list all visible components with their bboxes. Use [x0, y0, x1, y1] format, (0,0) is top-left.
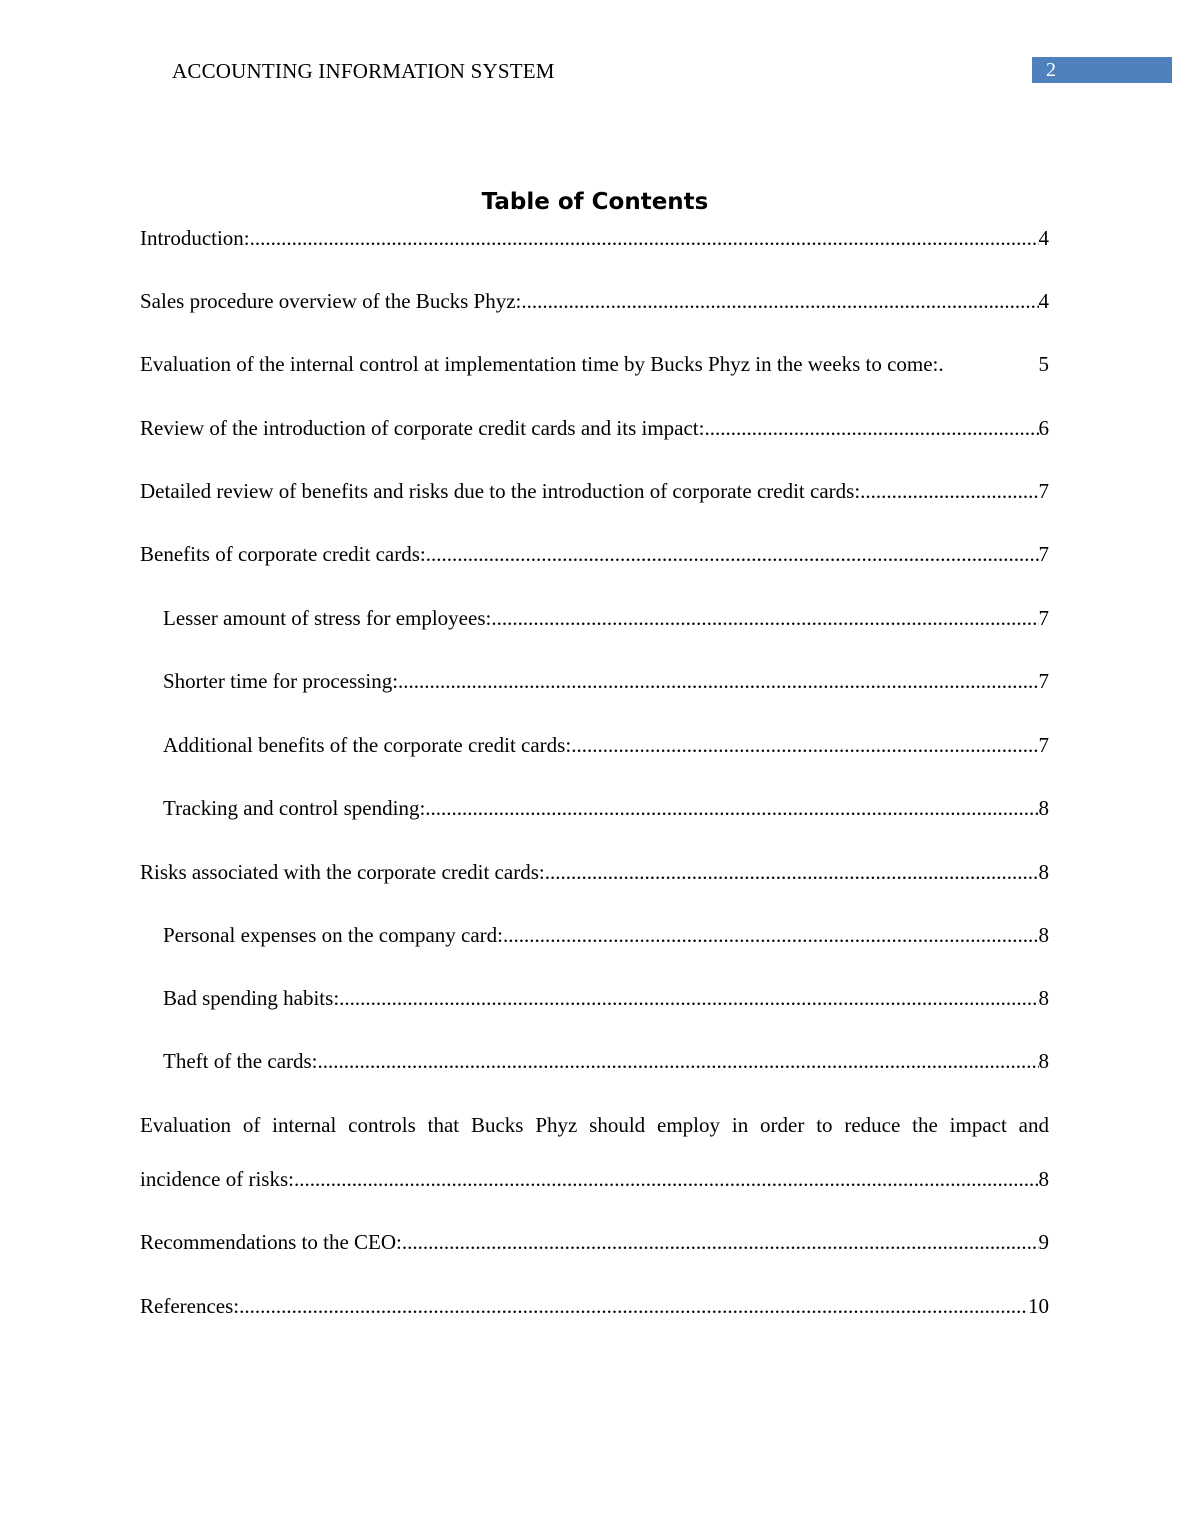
toc-entry-bad-spending[interactable] [163, 984, 1049, 1012]
toc-entry-evaluation-controls-line2[interactable] [140, 1165, 1049, 1193]
toc-entry-recommendations[interactable] [140, 1228, 1049, 1256]
toc-entry-page: 7 [1038, 669, 1049, 693]
toc-entry-page: 10 [1028, 1294, 1049, 1318]
toc-leader-dots [571, 731, 1038, 759]
toc-entry-tracking-control[interactable] [163, 794, 1049, 822]
toc-entry-text: Recommendations to the CEO: [140, 1230, 402, 1254]
toc-leader-dots [339, 984, 1038, 1012]
page-number: 2 [1046, 59, 1056, 81]
toc-entry-references[interactable] [140, 1292, 1049, 1320]
toc-entry-page: 4 [1038, 226, 1049, 250]
toc-leader-dots [503, 921, 1039, 949]
toc-entry-page: 8 [1038, 1167, 1049, 1191]
toc-leader-dots [398, 667, 1038, 695]
toc-leader-dots [704, 414, 1038, 442]
toc-entry-page: 8 [1038, 923, 1049, 947]
toc-leader-dots [521, 287, 1038, 315]
toc-entry-evaluation-internal-control[interactable] [140, 350, 1049, 378]
toc-entry-review-credit-cards[interactable] [140, 414, 1049, 442]
toc-leader-dots [545, 858, 1039, 886]
toc-entry-benefits[interactable] [140, 540, 1049, 568]
toc-entry-text: Shorter time for processing: [163, 669, 399, 693]
toc-entry-sales-procedure[interactable] [140, 287, 1049, 315]
toc-entry-page: 5 [1038, 352, 1049, 376]
toc-entry-page: 4 [1038, 289, 1049, 313]
toc-title: Table of Contents [481, 189, 709, 215]
toc-entry-text: Introduction: [140, 226, 250, 250]
toc-leader-dots [860, 477, 1038, 505]
toc-entry-text: Tracking and control spending: [163, 796, 426, 820]
toc-entry-page: 9 [1038, 1230, 1049, 1254]
toc-leader-dots [239, 1292, 1028, 1320]
toc-entry-page: 7 [1038, 606, 1049, 630]
toc-leader-dots [402, 1228, 1039, 1256]
toc-entry-page: 7 [1038, 479, 1049, 503]
toc-entry-detailed-review[interactable] [140, 477, 1049, 505]
toc-entry-text: Evaluation of the internal control at implementation time by Bucks Phyz in the weeks to come:. [140, 352, 944, 376]
toc-entry-text: Sales procedure overview of the Bucks Phyz: [140, 289, 522, 313]
toc-entry-page: 7 [1038, 542, 1049, 566]
toc-entry-text: incidence of risks: [140, 1167, 294, 1191]
toc-leader-dots [250, 224, 1039, 252]
toc-entry-risks[interactable] [140, 858, 1049, 886]
toc-entry-page: 8 [1038, 986, 1049, 1010]
toc-entry-page: 8 [1038, 860, 1049, 884]
toc-leader-dots [491, 604, 1038, 632]
toc-entry-text: Additional benefits of the corporate credit cards: [163, 733, 572, 757]
toc-entry-text: Risks associated with the corporate credit cards: [140, 860, 545, 884]
toc-entry-text: Lesser amount of stress for employees: [163, 606, 492, 630]
toc-leader-dots [294, 1165, 1039, 1193]
toc-entry-shorter-processing[interactable] [163, 667, 1049, 695]
toc-leader-dots [426, 540, 1039, 568]
toc-entry-introduction[interactable] [140, 224, 1049, 252]
toc-entry-page: 8 [1038, 796, 1049, 820]
toc-entry-text: Bad spending habits: [163, 986, 340, 1010]
toc-entry-evaluation-controls-line1[interactable]: Evaluation of internal controls that Bucks Phyz should employ in order to reduce the impact and [140, 1113, 1049, 1137]
toc-entry-page: 7 [1038, 733, 1049, 757]
toc-entry-lesser-stress[interactable] [163, 604, 1049, 632]
toc-entry-text: References: [140, 1294, 240, 1318]
toc-leader-dots [425, 794, 1038, 822]
toc-entry-text: Theft of the cards: [163, 1049, 318, 1073]
running-header-title: ACCOUNTING INFORMATION SYSTEM [172, 59, 555, 83]
toc-entry-text: Detailed review of benefits and risks due to the introduction of corporate credit cards: [140, 479, 861, 503]
toc-entry-personal-expenses[interactable] [163, 921, 1049, 949]
toc-entry-page: 8 [1038, 1049, 1049, 1073]
toc-entry-additional-benefits[interactable] [163, 731, 1049, 759]
toc-entry-page: 6 [1038, 416, 1049, 440]
toc-entry-theft[interactable] [163, 1047, 1049, 1075]
toc-entry-text: Review of the introduction of corporate credit cards and its impact: [140, 416, 705, 440]
toc-entry-text: Benefits of corporate credit cards: [140, 542, 426, 566]
toc-leader-dots [318, 1047, 1039, 1075]
toc-entry-text: Personal expenses on the company card: [163, 923, 503, 947]
